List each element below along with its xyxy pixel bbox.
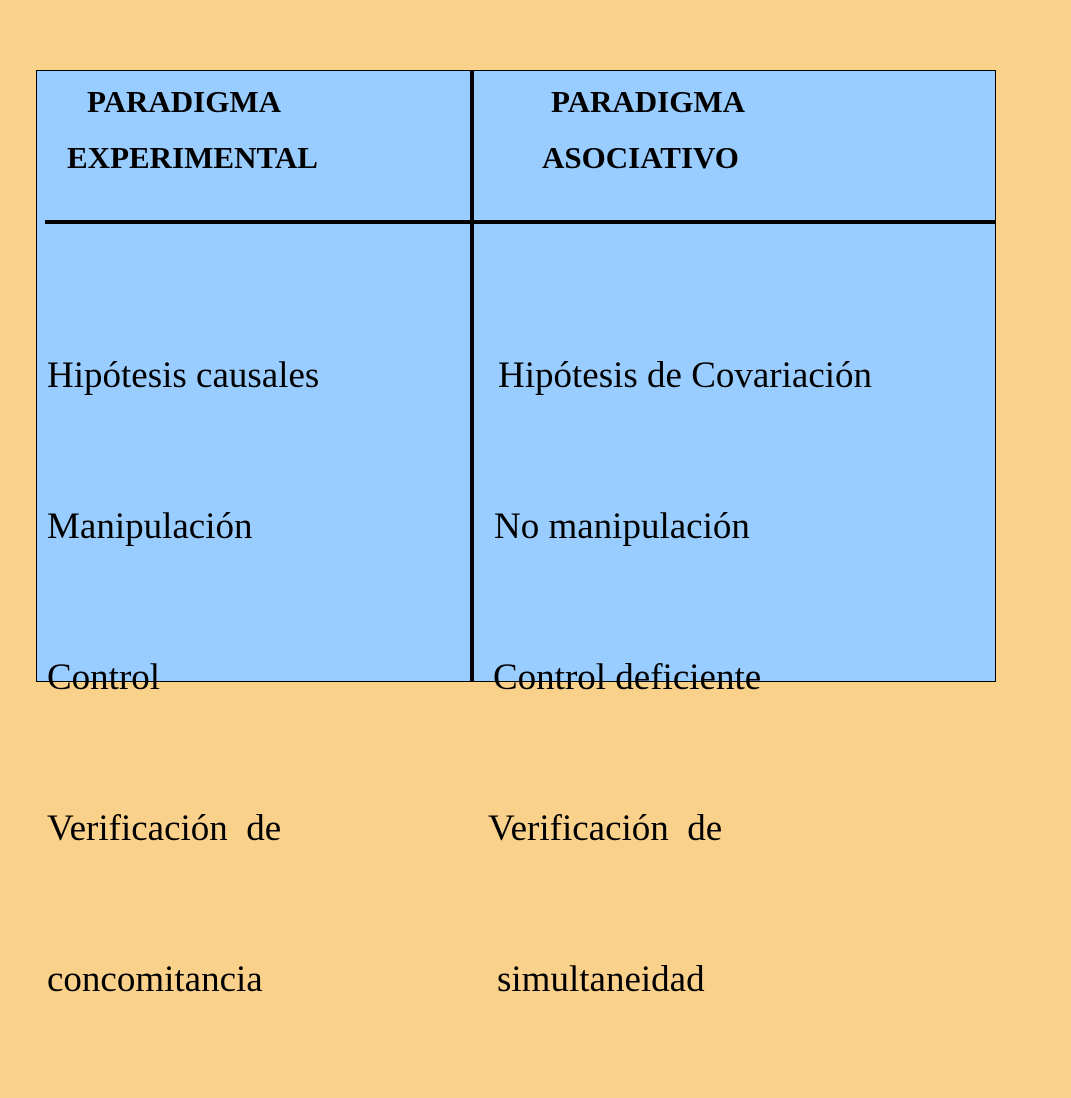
header-line: EXPERIMENTAL [67,140,318,175]
header-line: PARADIGMA [87,84,282,119]
header-divider [45,220,995,224]
list-item: Manipulación [47,506,253,547]
asociativo-column [486,257,872,1098]
header-line: PARADIGMA [551,84,746,119]
header-experimental [37,74,470,186]
list-item: simultaneidad [497,959,705,1000]
list-item: Hipótesis de Covariación [498,355,873,396]
list-item: Control [47,657,161,698]
header-line: ASOCIATIVO [542,140,739,175]
list-item: Hipótesis causales [47,355,320,396]
list-item: Control deficiente [493,657,762,698]
list-item: concomitancia [47,959,263,1000]
experimental-column [47,257,319,1098]
list-item: Verificación de [47,808,282,849]
list-item: Verificación de [488,808,723,849]
header-asociativo [474,74,994,186]
list-item: No manipulación [494,506,750,547]
comparison-table [36,70,996,1000]
